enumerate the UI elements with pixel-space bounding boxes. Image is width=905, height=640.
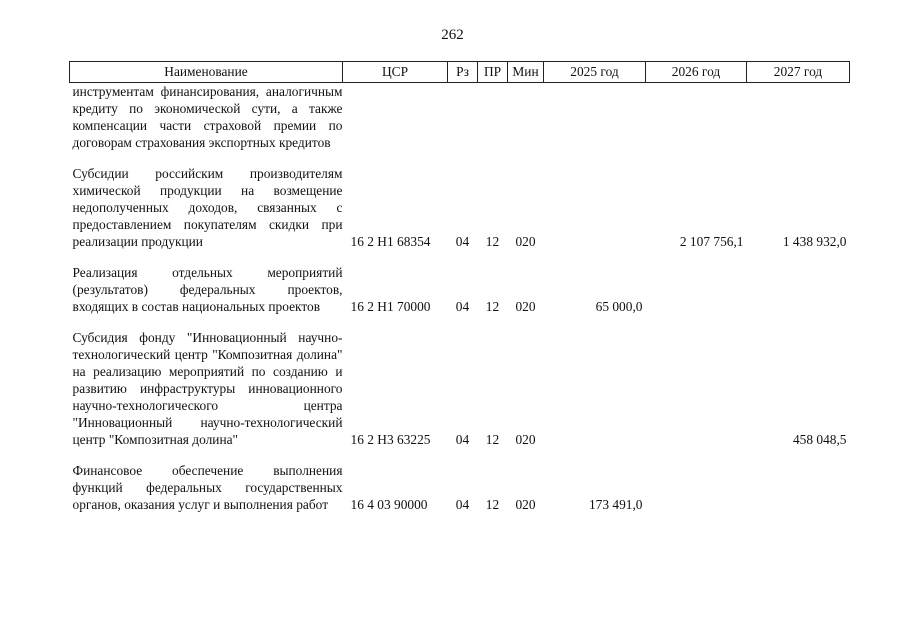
budget-table [69,61,850,513]
row-rz: 04 [455,497,470,512]
row-2026 [646,462,747,513]
header-min: Мин [508,62,544,83]
row-2027: 1 438 932,0 [782,234,847,249]
row-pr: 12 [485,432,500,447]
row-min: 020 [515,299,536,314]
row-2025 [544,165,646,250]
row-pr: 12 [485,234,500,249]
row-csr: 16 2 Н3 63225 [350,432,431,447]
table-row [70,165,850,250]
table-body [70,83,850,514]
row-2026: 2 107 756,1 [679,234,744,249]
row-min: 020 [515,497,536,512]
row-min: 020 [515,432,536,447]
row-pr [478,83,508,152]
row-2025 [544,329,646,448]
row-spacer [70,151,850,165]
row-csr: 16 2 Н1 68354 [350,234,431,249]
row-2026 [646,83,747,152]
page-number: 262 [441,27,464,43]
row-name: инструментам финансирования, аналогичным кредиту по экономической сути, а также компенсации части страховой премии по договорам страхования экспортных кредитов [72,84,343,150]
row-2027 [747,83,850,152]
header-rz: Рз [448,62,478,83]
table-row [70,462,850,513]
row-name: Реализация отдельных мероприятий (результатов) федеральных проектов, входящих в состав национальных проектов [72,265,343,314]
row-min: 020 [515,234,536,249]
table-row [70,329,850,448]
row-pr: 12 [485,497,500,512]
row-rz: 04 [455,432,470,447]
table-row [70,264,850,315]
row-name: Субсидии российским производителям химической продукции на возмещение недополученных доходов, связанных с предоставлением покупателям скидки при реализации продукции [72,166,343,249]
row-spacer [70,250,850,264]
row-2026 [646,329,747,448]
header-2026: 2026 год [646,62,747,83]
row-2027: 458 048,5 [792,432,847,447]
row-spacer [70,315,850,329]
row-rz: 04 [455,234,470,249]
row-csr: 16 4 03 90000 [350,497,428,512]
row-2026 [646,264,747,315]
row-2027 [747,264,850,315]
table-header [70,62,850,83]
row-2025: 65 000,0 [595,299,643,314]
row-csr [343,83,448,152]
row-csr: 16 2 Н1 70000 [350,299,431,314]
row-min [508,83,544,152]
row-spacer [70,448,850,462]
row-name: Субсидия фонду "Инновационный научно-технологический центр "Композитная долина" на реализацию мероприятий по созданию и развитию инфраструктуры инновационного научно-технологического центра "Инновационный научно-технологический центр "Композитная долина" [72,330,343,447]
header-csr: ЦСР [343,62,448,83]
row-name: Финансовое обеспечение выполнения функций федеральных государственных органов, оказания услуг и выполнения работ [72,463,343,512]
header-2027: 2027 год [747,62,850,83]
row-pr: 12 [485,299,500,314]
header-name: Наименование [70,62,343,83]
row-2027 [747,462,850,513]
header-pr: ПР [478,62,508,83]
row-rz: 04 [455,299,470,314]
header-2025: 2025 год [544,62,646,83]
row-2025 [544,83,646,152]
table-row [70,83,850,152]
row-rz [448,83,478,152]
row-2025: 173 491,0 [588,497,643,512]
